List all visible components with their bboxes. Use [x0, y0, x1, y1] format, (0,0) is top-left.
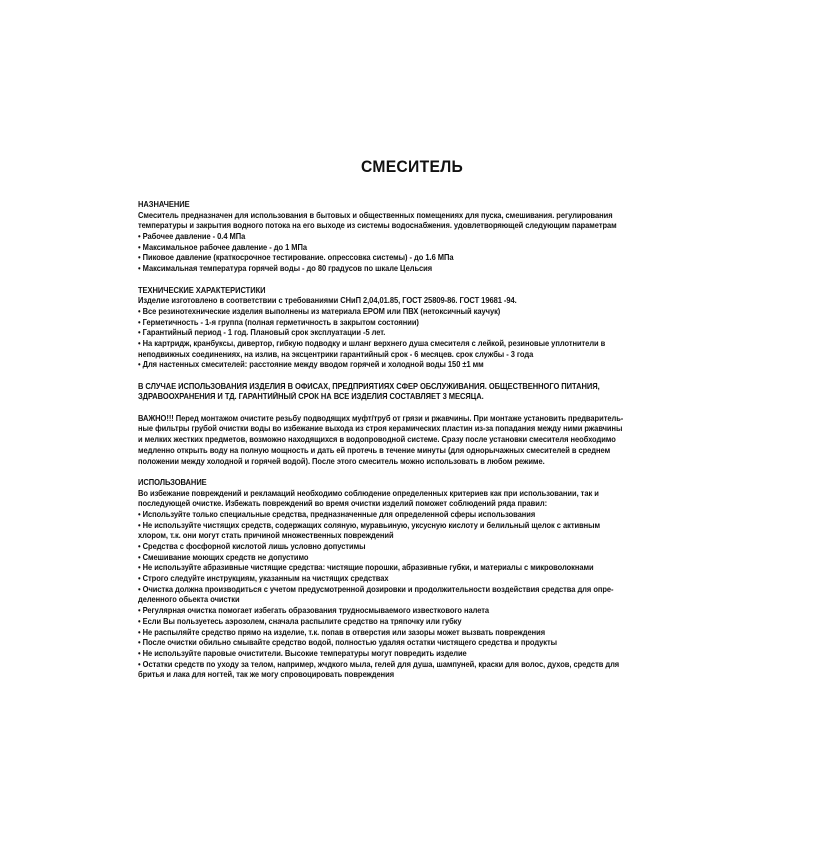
list-item: • Используйте только специальные средства, предназначенные для определенной сферы использования	[138, 509, 536, 519]
text-line: хлором, т.к. они могут стать причиной множественных повреждений	[138, 531, 394, 541]
list-item: • Регулярная очистка помогает избегать образования трудносмываемого известкового налета	[138, 606, 490, 616]
spacer	[138, 467, 690, 478]
list-item: • Не используйте чистящих средств, содержащих соляную, муравьиную, уксусную кислоту и белильный щелок с активным	[138, 520, 601, 530]
list-item: • Не распыляйте средство прямо на изделие, т.к. попав в отверстия или зазоры может вызвать повреждения	[138, 627, 546, 637]
text-line: температуры и закрытия водного потока на его выходе из системы водоснабжения. удовлетворяющей следующим параметрам	[138, 221, 617, 231]
text-line: деленного обьекта очистки	[138, 595, 240, 605]
spacer	[138, 403, 690, 414]
list-item: • Смешивание моющих средств не допустимо	[138, 552, 309, 562]
section-heading: ТЕХНИЧЕСКИЕ ХАРАКТЕРИСТИКИ	[138, 285, 266, 295]
text-line: медленно открыть воду на полную мощность и дать ей протечь в течение минуты (для однорычажных смесителей в среднем	[138, 445, 611, 455]
text-line: неподвижных соединениях, на излив, на эксцентрики гарантийный срок - 6 месяцев. срок службы - 3 года	[138, 349, 534, 359]
text-line: положении между холодной и горячей водой). После этого смеситель можно использовать в любом режиме.	[138, 456, 545, 466]
list-item: • На картридж, кранбуксы, дивертор, гибкую подводку и шланг верхнего душа смесителя с лейкой, резиновые уплотнители в	[138, 338, 606, 348]
list-item: • Гарантийный период - 1 год. Плановый срок эксплуатации -5 лет.	[138, 328, 386, 338]
text-line: ЗДРАВООХРАНЕНИЯ И ТД. ГАРАНТИЙНЫЙ СРОК НА ВСЕ ИЗДЕЛИЯ СОСТАВЛЯЕТ 3 МЕСЯЦА.	[138, 392, 484, 402]
text-line: Смеситель предназначен для использования в бытовых и общественных помещениях для пуска, смешивания. регулирования	[138, 210, 613, 220]
list-item: • Строго следуйте инструкциям, указанным на чистящих средствах	[138, 574, 389, 584]
text-line: бритья и лака для ногтей, так же могу спровоцировать повреждения	[138, 670, 395, 680]
list-item: • Рабочее давление - 0.4 МПа	[138, 232, 246, 242]
page-title: СМЕСИТЕЛЬ	[360, 158, 464, 176]
list-item: • Пиковое давление (краткосрочное тестирование. опрессовка системы) - до 1.6 МПа	[138, 253, 454, 263]
section-specs	[138, 286, 690, 372]
list-item: • Средства с фосфорной кислотой лишь условно допустимы	[138, 542, 366, 551]
text-line: последующей очистке. Избежать повреждений во время очистки изделий поможет соблюдений ряда правил:	[138, 499, 548, 509]
text-line: и мелких жестких предметов, возможно находящихся в водопроводной системе. Сразу после установки смесителя необходимо	[138, 435, 616, 445]
list-item: • Максимальная температура горячей воды - до 80 градусов по шкале Цельсия	[138, 264, 433, 274]
section-usage	[138, 478, 690, 681]
section-important	[138, 414, 690, 467]
text-line: В СЛУЧАЕ ИСПОЛЬЗОВАНИЯ ИЗДЕЛИЯ В ОФИСАХ, ПРЕДПРИЯТИЯХ СФЕР ОБСЛУЖИВАНИЯ. ОБЩЕСТВЕННОГО ПИТАНИЯ,	[138, 381, 600, 391]
text-line: ные фильтры грубой очистки воды во избежание выхода из строя керамических пластин из-за попадания между ними ржавчины	[138, 424, 623, 434]
list-item: • Не используйте паровые очистители. Высокие температуры могут повредить изделие	[138, 648, 467, 658]
list-item: • Все резинотехнические изделия выполнены из материала EPOM или ПВХ (нетоксичный каучук)	[138, 306, 501, 316]
section-heading: НАЗНАЧЕНИЕ	[138, 200, 190, 209]
list-item: • После очистки обильно смывайте средство водой, полностью удаляя остатки чистящего средства и продукты	[138, 638, 558, 648]
list-item: • Герметичность - 1-я группа (полная герметичность в закрытом состоянии)	[138, 317, 419, 327]
list-item: • Очистка должна производиться с учетом предусмотренной дозировки и продолжительности воздействия средства для опре-	[138, 584, 614, 594]
text-line: ВАЖНО!!! Перед монтажом очистите резьбу подводящих муфт/труб от грязи и ржавчины. При монтаже установить предваритель-	[138, 413, 624, 423]
document-body	[138, 200, 690, 681]
section-heading: ИСПОЛЬЗОВАНИЕ	[138, 477, 207, 487]
spacer	[138, 275, 690, 286]
list-item: • Максимальное рабочее давление - до 1 МПа	[138, 242, 307, 252]
text-line: Во избежание повреждений и рекламаций необходимо соблюдение определенных критериев как при использовании, так и	[138, 488, 599, 498]
section-purpose	[138, 200, 690, 275]
section-warranty-notice	[138, 382, 690, 403]
text-line: Изделие изготовлено в соответствии с требованиями СНиП 2,04,01.85, ГОСТ 25809-86. ГОСТ 19681 -94.	[138, 296, 517, 306]
list-item: • Не используйте абразивные чистящие средства: чистящие порошки, абразивные губки, и материалы с микроволокнами	[138, 563, 594, 573]
list-item: • Для настенных смесителей: расстояние между вводом горячей и холодной воды 150 ±1 мм	[138, 360, 484, 370]
list-item: • Остатки средств по уходу за телом, например, жчдкого мыла, гелей для душа, шампуней, краски для волос, духов, средств для	[138, 659, 620, 669]
list-item: • Если Вы пользуетесь аэрозолем, сначала распылите средство на тряпочку или губку	[138, 616, 462, 626]
spacer	[138, 371, 690, 382]
